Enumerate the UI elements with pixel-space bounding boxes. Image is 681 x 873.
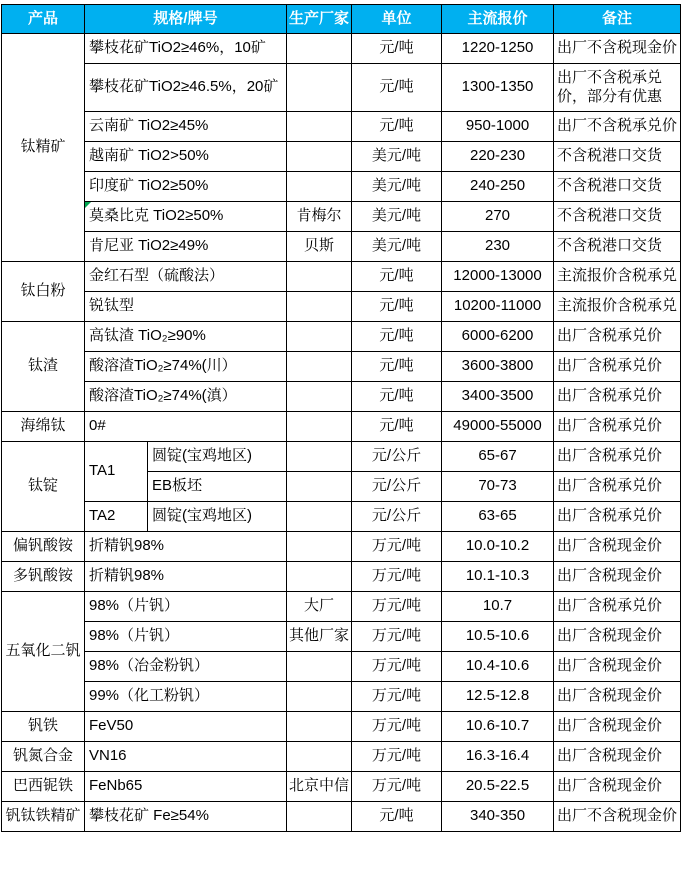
producer-cell: 其他厂家 [287,622,352,652]
unit-cell: 万元/吨 [352,682,442,712]
product-cell: 多钒酸铵 [2,562,85,592]
table-row [2,682,681,712]
spec-cell: 折精钒98% [85,562,287,592]
note-cell: 出厂含税现金价 [554,772,681,802]
note-cell: 不含税港口交货 [554,202,681,232]
table-row [2,502,681,532]
producer-cell: 贝斯 [287,232,352,262]
unit-cell: 元/公斤 [352,442,442,472]
spec-form-cell: 圆锭(宝鸡地区) [148,502,287,532]
unit-cell: 元/吨 [352,34,442,64]
price-cell: 10.0-10.2 [442,532,554,562]
producer-cell: 大厂 [287,592,352,622]
unit-cell: 万元/吨 [352,592,442,622]
spec-cell: 折精钒98% [85,532,287,562]
producer-cell [287,742,352,772]
producer-cell [287,34,352,64]
table-row [2,64,681,112]
price-cell: 10200-11000 [442,292,554,322]
spec-cell: 酸溶渣TiO₂≥74%(滇） [85,382,287,412]
note-cell: 出厂含税承兑价 [554,352,681,382]
price-cell: 230 [442,232,554,262]
producer-cell [287,712,352,742]
spec-cell: 金红石型（硫酸法） [85,262,287,292]
spec-cell: FeNb65 [85,772,287,802]
product-cell: 偏钒酸铵 [2,532,85,562]
table-row [2,562,681,592]
price-cell: 16.3-16.4 [442,742,554,772]
price-cell: 20.5-22.5 [442,772,554,802]
spec-cell [85,202,287,232]
unit-cell: 万元/吨 [352,532,442,562]
unit-cell: 万元/吨 [352,652,442,682]
unit-cell: 美元/吨 [352,232,442,262]
table-row [2,442,681,472]
column-header-product: 产品 [2,5,85,34]
spec-grade-cell: TA1 [85,442,148,502]
note-cell: 不含税港口交货 [554,172,681,202]
price-cell: 12000-13000 [442,262,554,292]
note-cell: 出厂含税承兑价 [554,412,681,442]
producer-cell [287,142,352,172]
note-cell: 出厂含税承兑价 [554,322,681,352]
product-cell: 巴西铌铁 [2,772,85,802]
table-row [2,382,681,412]
price-cell: 10.1-10.3 [442,562,554,592]
spec-grade-cell: TA2 [85,502,148,532]
producer-cell [287,412,352,442]
column-header-producer: 生产厂家 [287,5,352,34]
price-cell: 10.5-10.6 [442,622,554,652]
price-cell: 220-230 [442,142,554,172]
price-cell: 340-350 [442,802,554,832]
price-cell: 6000-6200 [442,322,554,352]
note-cell: 出厂不含税现金价 [554,34,681,64]
producer-cell [287,802,352,832]
unit-cell: 美元/吨 [352,142,442,172]
unit-cell: 万元/吨 [352,742,442,772]
product-cell: 五氧化二钒 [2,592,85,712]
note-cell: 主流报价含税承兑 [554,262,681,292]
product-cell: 海绵钛 [2,412,85,442]
table-row [2,262,681,292]
unit-cell: 元/吨 [352,352,442,382]
note-cell: 出厂含税现金价 [554,652,681,682]
spec-cell: 99%（化工粉钒） [85,682,287,712]
producer-cell [287,322,352,352]
price-cell: 240-250 [442,172,554,202]
product-cell: 钛白粉 [2,262,85,322]
table-row [2,112,681,142]
price-cell: 10.7 [442,592,554,622]
price-cell: 10.6-10.7 [442,712,554,742]
producer-cell [287,442,352,472]
table-row [2,592,681,622]
spec-cell: 越南矿 TiO2>50% [85,142,287,172]
unit-cell: 万元/吨 [352,712,442,742]
comment-marker-icon [85,202,91,208]
note-cell: 出厂含税现金价 [554,562,681,592]
table-row [2,172,681,202]
spec-text: 莫桑比克 TiO2≥50% [89,207,224,225]
column-header-note: 备注 [554,5,681,34]
price-cell: 49000-55000 [442,412,554,442]
price-cell: 70-73 [442,472,554,502]
table-row [2,742,681,772]
spec-cell: 0# [85,412,287,442]
unit-cell: 元/吨 [352,292,442,322]
note-cell: 出厂含税现金价 [554,532,681,562]
product-cell: 钒氮合金 [2,742,85,772]
table-row [2,622,681,652]
producer-cell: 肯梅尔 [287,202,352,232]
price-table [1,4,681,832]
product-cell: 钛精矿 [2,34,85,262]
note-cell: 不含税港口交货 [554,232,681,262]
note-cell: 出厂不含税承兑价，部分有优惠 [554,64,681,112]
table-row [2,352,681,382]
spec-cell: 98%（片钒） [85,622,287,652]
table-row [2,712,681,742]
note-cell: 出厂含税现金价 [554,622,681,652]
price-cell: 12.5-12.8 [442,682,554,712]
table-row [2,292,681,322]
note-cell: 出厂含税承兑价 [554,442,681,472]
spec-cell: 攀枝花矿TiO2≥46.5%，20矿 [85,64,287,112]
column-header-unit: 单位 [352,5,442,34]
spec-cell: VN16 [85,742,287,772]
spec-form-cell: 圆锭(宝鸡地区) [148,442,287,472]
price-cell: 1300-1350 [442,64,554,112]
table-row [2,802,681,832]
unit-cell: 元/公斤 [352,502,442,532]
column-header-price: 主流报价 [442,5,554,34]
table-row [2,142,681,172]
unit-cell: 万元/吨 [352,622,442,652]
producer-cell [287,382,352,412]
note-cell: 出厂含税承兑价 [554,382,681,412]
producer-cell [287,562,352,592]
product-cell: 钛锭 [2,442,85,532]
price-cell: 270 [442,202,554,232]
price-cell: 3600-3800 [442,352,554,382]
producer-cell [287,112,352,142]
table-row [2,772,681,802]
unit-cell: 元/吨 [352,382,442,412]
price-cell: 10.4-10.6 [442,652,554,682]
unit-cell: 元/吨 [352,262,442,292]
spec-cell: 98%（片钒） [85,592,287,622]
table-row [2,322,681,352]
note-cell: 出厂不含税承兑价 [554,112,681,142]
column-header-spec: 规格/牌号 [85,5,287,34]
producer-cell [287,652,352,682]
producer-cell [287,292,352,322]
header-row [2,5,681,34]
unit-cell: 元/吨 [352,64,442,112]
note-cell: 出厂含税承兑价 [554,592,681,622]
spec-cell: 攀枝花矿TiO2≥46%，10矿 [85,34,287,64]
product-cell: 钛渣 [2,322,85,412]
spec-cell: 肯尼亚 TiO2≥49% [85,232,287,262]
unit-cell: 万元/吨 [352,562,442,592]
unit-cell: 美元/吨 [352,172,442,202]
producer-cell [287,172,352,202]
spec-cell: 酸溶渣TiO₂≥74%(川） [85,352,287,382]
producer-cell [287,682,352,712]
price-cell: 65-67 [442,442,554,472]
price-cell: 950-1000 [442,112,554,142]
spec-cell: 锐钛型 [85,292,287,322]
unit-cell: 元/公斤 [352,472,442,502]
spec-cell: FeV50 [85,712,287,742]
spec-form-cell: EB板坯 [148,472,287,502]
producer-cell [287,352,352,382]
unit-cell: 元/吨 [352,802,442,832]
unit-cell: 元/吨 [352,412,442,442]
price-cell: 1220-1250 [442,34,554,64]
table-row [2,652,681,682]
note-cell: 主流报价含税承兑 [554,292,681,322]
table-row [2,34,681,64]
unit-cell: 元/吨 [352,112,442,142]
price-cell: 63-65 [442,502,554,532]
producer-cell [287,262,352,292]
unit-cell: 美元/吨 [352,202,442,232]
product-cell: 钒铁 [2,712,85,742]
producer-cell [287,532,352,562]
note-cell: 出厂含税现金价 [554,712,681,742]
table-row [2,232,681,262]
note-cell: 出厂含税承兑价 [554,472,681,502]
note-cell: 出厂不含税现金价 [554,802,681,832]
note-cell: 出厂含税承兑价 [554,502,681,532]
note-cell: 出厂含税现金价 [554,682,681,712]
spec-cell: 印度矿 TiO2≥50% [85,172,287,202]
unit-cell: 万元/吨 [352,772,442,802]
spec-cell: 98%（冶金粉钒） [85,652,287,682]
producer-cell: 北京中信 [287,772,352,802]
producer-cell [287,502,352,532]
spec-cell: 高钛渣 TiO₂≥90% [85,322,287,352]
table-row [2,202,681,232]
unit-cell: 元/吨 [352,322,442,352]
product-cell: 钒钛铁精矿 [2,802,85,832]
price-cell: 3400-3500 [442,382,554,412]
note-cell: 不含税港口交货 [554,142,681,172]
producer-cell [287,64,352,112]
table-row [2,412,681,442]
spec-cell: 攀枝花矿 Fe≥54% [85,802,287,832]
table-row [2,532,681,562]
spec-cell: 云南矿 TiO2≥45% [85,112,287,142]
producer-cell [287,472,352,502]
note-cell: 出厂含税现金价 [554,742,681,772]
